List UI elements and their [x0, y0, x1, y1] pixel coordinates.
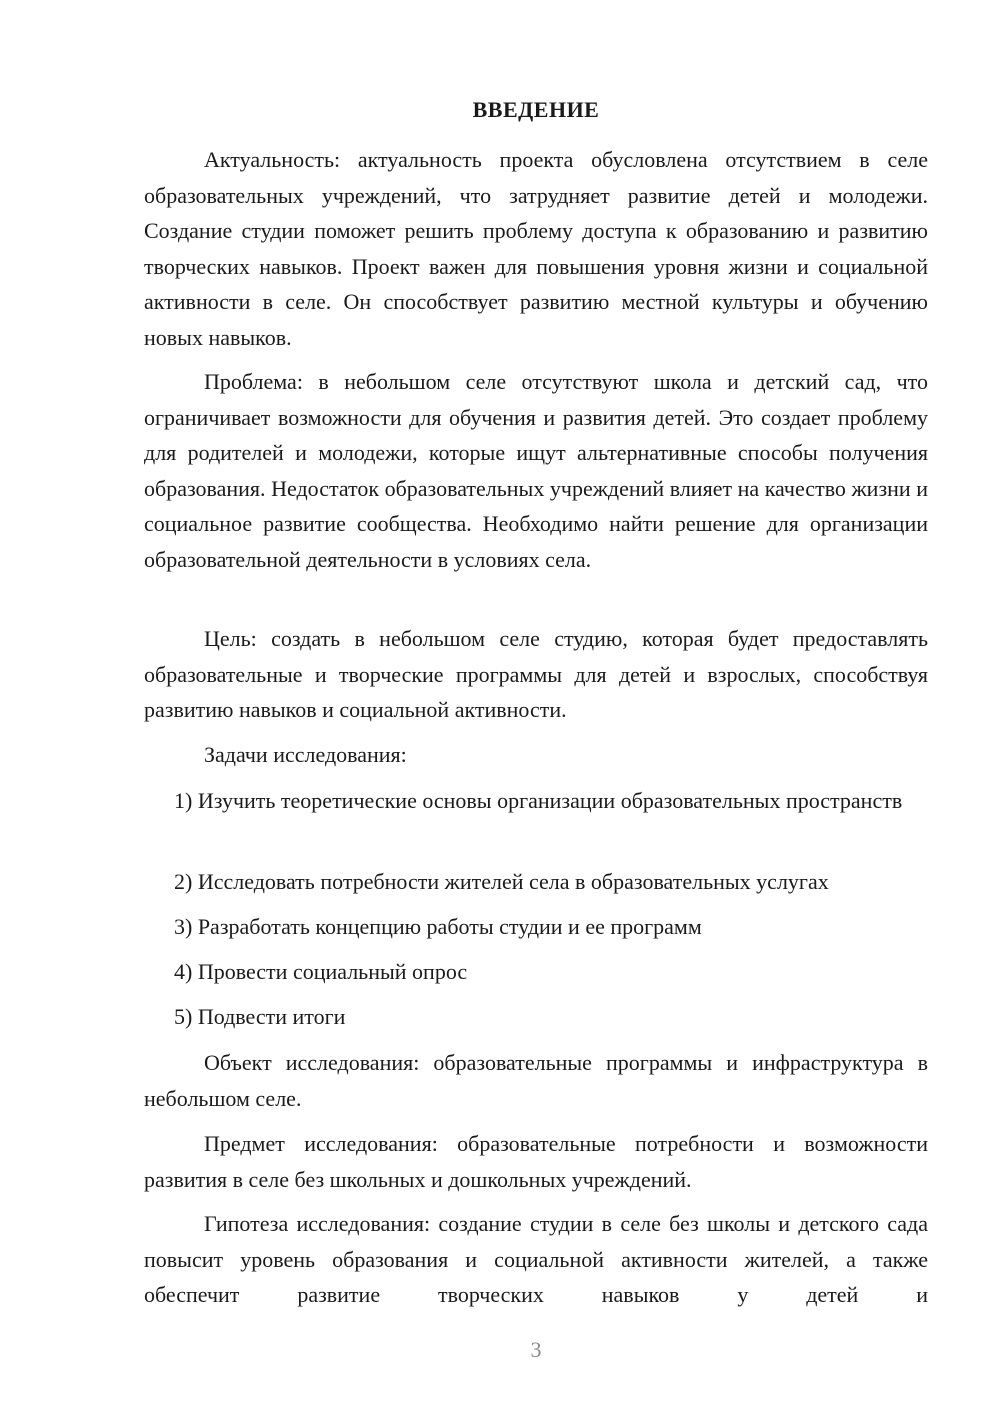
list-item: 1) Изучить теоретические основы организации образовательных пространств — [174, 788, 903, 813]
list-item: 2) Исследовать потребности жителей села в образовательных услугах — [174, 869, 829, 894]
list-item: 5) Подвести итоги — [174, 1004, 346, 1029]
paragraph-tasks-heading: Задачи исследования: — [204, 742, 407, 767]
paragraph-problem: Проблема: в небольшом селе отсутствуют школа и детский сад, что ограничивает возможности для обучения и развития детей. Это создает проблему для родителей и молодежи, которые ищут альтернативные способы получения образования. Недостаток образовательных учреждений влияет на качество жизни и социальное развитие сообщества. Необходимо найти решение для организации образовательной деятельности в условиях села. — [144, 369, 928, 572]
paragraph-hypothesis: Гипотеза исследования: создание студии в селе без школы и детского сада повысит уровень образования и социальной активности жителей, а также обеспечит развитие творческих навыков у детей и — [144, 1211, 928, 1307]
paragraph-goal: Цель: создать в небольшом селе студию, которая будет предоставлять образовательные и творческие программы для детей и взрослых, способствуя развитию навыков и социальной активности. — [144, 626, 928, 722]
list-item: 4) Провести социальный опрос — [174, 959, 468, 984]
paragraph-object: Объект исследования: образовательные программы и инфраструктура в небольшом селе. — [144, 1050, 928, 1111]
list-item: 3) Разработать концепцию работы студии и ее программ — [174, 914, 702, 939]
paragraph-subject: Предмет исследования: образовательные потребности и возможности развития в селе без школьных и дошкольных учреждений. — [144, 1131, 928, 1192]
paragraph-relevance: Актуальность: актуальность проекта обусловлена отсутствием в селе образовательных учреждений, что затрудняет развитие детей и молодежи. Создание студии поможет решить проблему доступа к образованию и развитию творческих навыков. Проект важен для повышения уровня жизни и социальной активности в селе. Он способствует развитию местной культуры и обучению новых навыков. — [144, 147, 928, 350]
section-title: ВВЕДЕНИЕ — [472, 97, 600, 122]
page-number: 3 — [530, 1337, 542, 1362]
